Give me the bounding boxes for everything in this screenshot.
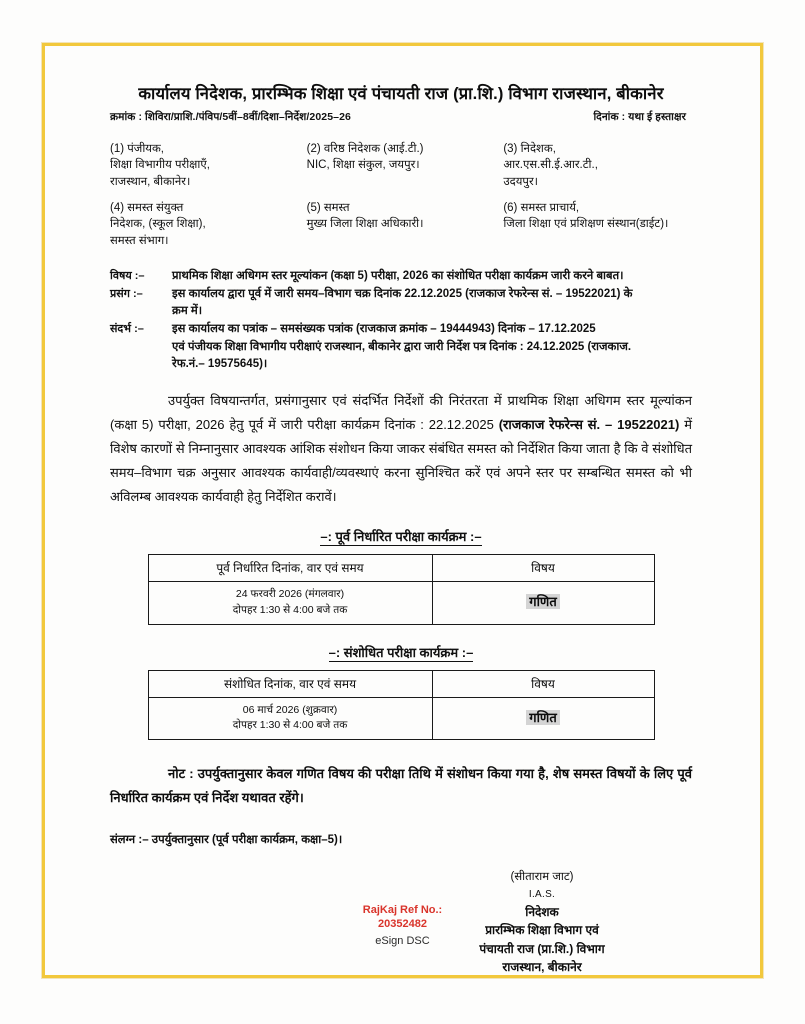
previous-schedule-table: [148, 554, 655, 624]
cell-date-line: 06 मार्च 2026 (शुक्रवार): [242, 703, 338, 716]
cell-date-time: [148, 582, 432, 624]
signatory-service: I.A.S.: [528, 889, 556, 901]
recipient-line: (2) वरिष्ठ निदेशक (आई.टी.): [306, 142, 424, 155]
reference-text-line: इस कार्यालय का पत्रांक – समसंख्यक पत्रांक (राजकाज क्रमांक – 19444943) दिनांक – 17.12.2025: [172, 323, 596, 336]
subject-highlight: गणित: [526, 710, 560, 725]
recipient-item: [503, 200, 692, 250]
reference-text-line: रेफ.नं.– 19575645)।: [172, 357, 268, 370]
signatory-department: पंचायती राज (प्रा.शि.) विभाग: [479, 941, 605, 956]
recipient-line: उदयपुर।: [503, 175, 539, 188]
context-label: प्रसंग :–: [110, 287, 143, 300]
recipient-line: (3) निदेशक,: [503, 142, 556, 155]
subject-text-line: प्राथमिक शिक्षा अधिगम स्तर मूल्यांकन (कक्षा 5) परीक्षा, 2026 का संशोधित परीक्षा कार्यक्रम जारी करने बाबत।: [172, 269, 624, 282]
signatory-place: राजस्थान, बीकानेर: [502, 960, 582, 975]
enclosure-line: संलग्न :– उपर्युक्तानुसार (पूर्व परीक्षा कार्यक्रम, कक्षा–5)।: [110, 834, 343, 847]
rajkaj-ref-number: 20352482: [378, 918, 427, 931]
recipient-line: निदेशक, (स्कूल शिक्षा),: [110, 218, 206, 231]
column-header-subject: विषय: [432, 555, 654, 582]
esign-footer: [0, 903, 805, 947]
context-text: [172, 286, 692, 321]
revised-schedule-table: [148, 670, 655, 740]
recipient-line: NIC, शिक्षा संकुल, जयपुर।: [306, 159, 420, 172]
body-part-two: में विशेष कारणों से निम्नानुसार आवश्यक आंशिक संशोधन किया जाकर संबंधित समस्त को निर्देशित किया जाता है कि वे संशोधित समय–विभाग चक्र अनुसार आवश्यक कार्यवाही/व्यवस्थाएं करना सुनिश्चित करें एवं अपने स्तर पर सम्बन्धित समस्त को भी अविलम्ब आवश्यक कार्यवाही हेतु निर्देशित करावें।: [110, 417, 692, 505]
previous-schedule-heading: [110, 527, 692, 545]
office-title: कार्यालय निदेशक, प्रारम्भिक शिक्षा एवं पंचायती राज (प्रा.शि.) विभाग राजस्थान, बीकानेर: [138, 85, 664, 103]
recipient-item: [110, 200, 299, 250]
reference-text: [172, 321, 692, 373]
table-row: [148, 697, 654, 739]
cell-date-line: 24 फरवरी 2026 (मंगलवार): [235, 588, 345, 601]
recipient-line: [307, 233, 496, 250]
recipient-line: (4) समस्त संयुक्त: [110, 201, 184, 214]
subject-label: विषय :–: [110, 269, 145, 282]
recipient-line: आर.एस.सी.ई.आर.टी.,: [503, 159, 598, 172]
document-content: [110, 84, 692, 977]
table-row: [148, 582, 654, 624]
letter-date: दिनांक : यथा ई हस्ताक्षर: [593, 110, 686, 123]
signatory-designation: निदेशक: [525, 904, 559, 919]
recipient-line: (1) पंजीयक,: [110, 142, 164, 155]
recipient-line: [503, 233, 692, 250]
context-text-line: इस कार्यालय द्वारा पूर्व में जारी समय–विभाग चक्र दिनांक 22.12.2025 (राजकाज रेफरेन्स सं. – 19522021) के: [172, 287, 633, 300]
reference-detail-row: [110, 321, 692, 373]
recipient-item: [307, 141, 496, 191]
subject-row: [110, 268, 692, 285]
cell-subject: [432, 582, 654, 624]
context-row: [110, 286, 692, 321]
subject-reference-block: [110, 268, 692, 374]
body-paragraph: [110, 389, 692, 509]
revised-schedule-heading: [110, 643, 692, 661]
recipient-line: राजस्थान, बीकानेर।: [110, 175, 191, 188]
context-text-line: क्रम में।: [172, 305, 203, 318]
rajkaj-ref-label: RajKaj Ref No.:: [362, 904, 443, 916]
note-paragraph: नोट : उपर्युक्तानुसार केवल गणित विषय की परीक्षा तिथि में संशोधन किया गया है, शेष समस्त विषयों के लिए पूर्व निर्धारित कार्यक्रम एवं निर्देश यथावत रहेंगे।: [110, 766, 692, 806]
cell-time-line: दोपहर 1:30 से 4:00 बजे तक: [232, 719, 348, 732]
cell-time-line: दोपहर 1:30 से 4:00 बजे तक: [232, 603, 348, 616]
esign-dsc-label: eSign DSC: [375, 934, 430, 947]
recipient-line: मुख्य जिला शिक्षा अधिकारी।: [306, 218, 424, 231]
table-header-row: [148, 555, 654, 582]
reference-label: संदर्भ :–: [110, 323, 144, 336]
letter-number: क्रमांक : शिविरा/प्राशि./पंविप/5वीं–8वीं/दिशा–निर्देश/2025–26: [110, 110, 351, 123]
recipient-line: (5) समस्त: [306, 201, 350, 214]
recipient-line: [307, 174, 496, 191]
recipient-line: शिक्षा विभागीय परीक्षाएँ,: [110, 159, 210, 172]
reference-text-line: एवं पंजीयक शिक्षा विभागीय परीक्षाएं राजस्थान, बीकानेर द्वारा जारी निर्देश पत्र दिनांक : 24.12.2025 (राजकाज.: [172, 340, 632, 353]
revised-schedule-heading-text: –: संशोधित परीक्षा कार्यक्रम :–: [328, 644, 474, 660]
body-bold-reference: (राजकाज रेफरेन्स सं. – 19522021): [498, 417, 680, 433]
recipient-item: [307, 200, 496, 250]
recipients-grid: [110, 141, 692, 250]
signatory-department: प्रारम्भिक शिक्षा विभाग एवं: [485, 923, 599, 938]
reference-row: [110, 110, 692, 124]
recipient-line: समस्त संभाग।: [110, 234, 169, 247]
column-header-date: संशोधित दिनांक, वार एवं समय: [148, 670, 432, 697]
subject-text: [172, 268, 692, 285]
column-header-date: पूर्व निर्धारित दिनांक, वार एवं समय: [148, 555, 432, 582]
column-header-subject: विषय: [432, 670, 654, 697]
recipient-line: जिला शिक्षा एवं प्रशिक्षण संस्थान(डाईट)।: [503, 218, 669, 231]
previous-schedule-heading-text: –: पूर्व निर्धारित परीक्षा कार्यक्रम :–: [320, 529, 482, 545]
recipient-line: (6) समस्त प्राचार्य,: [503, 201, 580, 214]
body-part-one: उपर्युक्त विषयान्तर्गत, प्रसंगानुसार एवं संदर्भित निर्देशों की निरंतरता में प्राथमिक शिक्षा अधिगम स्तर मूल्यांकन (कक्षा 5) परीक्षा, 2026 हेतु पूर्व में जारी परीक्षा कार्यक्रम दिनांक : 22.12.2025: [110, 393, 692, 433]
subject-highlight: गणित: [526, 594, 560, 609]
recipient-item: [503, 141, 692, 191]
cell-date-time: [148, 697, 432, 739]
cell-subject: [432, 697, 654, 739]
recipient-item: [110, 141, 299, 191]
signatory-name: (सीताराम जाट): [510, 871, 574, 884]
table-header-row: [148, 670, 654, 697]
